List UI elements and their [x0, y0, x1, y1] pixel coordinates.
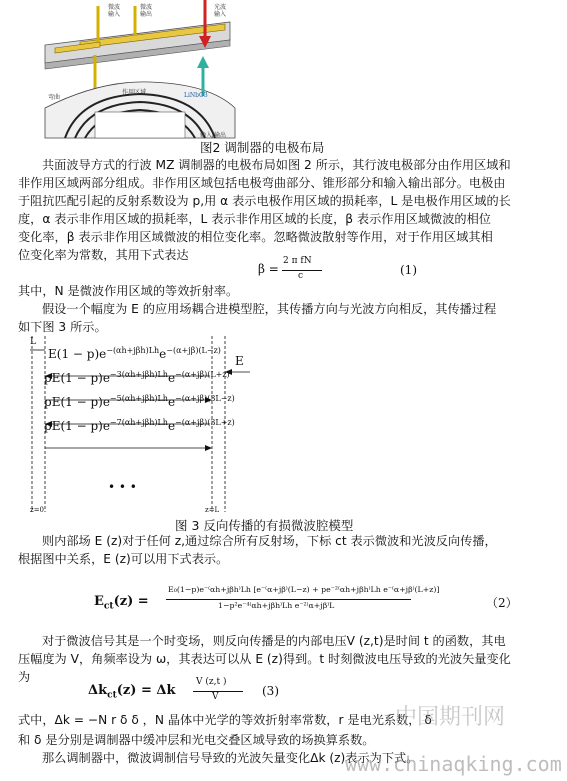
para-5-line-1: 对于微波信号其是一个时变场，则反向传播是的内部电压V (z,t)是时间 t 的函数，其电: [42, 634, 506, 648]
fig3-term-2-exp: −3(αh+jβh)Lh: [109, 370, 168, 379]
fig3-term-3-a: p: [44, 395, 52, 409]
fig3-term-1-b: (1 − p)e: [56, 347, 107, 361]
fig2-label-action: 作用区域: [122, 89, 147, 96]
eq2-fraction-bar: [166, 599, 411, 600]
eq2-denominator: 1−p²e⁻⁴⁽αh+jβh⁾Lh e⁻²⁽α+jβ⁾L: [218, 601, 335, 610]
para-5-line-2: 压幅度为 V，角频率设为 ω，其表达可以从 E (z)得到。t 时刻微波电压导致的光波矢量变化: [18, 652, 511, 666]
eq1-denominator: c: [298, 271, 304, 281]
para-4-line-2: 根据图中关系，E (z)可以用下式表示。: [18, 552, 229, 566]
teal-output-arrow: [196, 56, 210, 96]
fig2-label-bend: 弯曲: [48, 94, 61, 101]
fig3-term-1: [48, 346, 221, 361]
para-3-line-1: 假设一个幅度为 E 的应用场耦合进模型腔，其传播方向与光波方向相反，其传播过程: [42, 302, 497, 316]
para-1-line-6: 位变化率为常数，其用下式表达: [18, 248, 189, 262]
fig2-label-left: 微波 输入: [108, 4, 121, 18]
para-1-line-4: 度，α 表示非作用区域的损耗率，L 表示非作用区域的长度，β 表示作用区域微波的相位: [18, 212, 491, 226]
para-6-line-1-b: N r δ δ ，N 晶体中光学的等效折射率常数，r 是电光系数， δ: [98, 713, 432, 727]
eq3-lhs-dk: Δk: [88, 683, 108, 698]
fig3-e0-label: E: [235, 354, 244, 368]
fig3-term-4-b: E: [51, 419, 61, 433]
watermark-domain: www.chinaqking.com: [345, 752, 562, 776]
eq3-number: (3): [262, 684, 279, 698]
fig3-top-label: L: [30, 337, 36, 347]
eq1-number: (1): [400, 263, 417, 277]
fig3-term-3: [44, 394, 235, 409]
fig3-term-1-c: e: [159, 347, 167, 361]
watermark-brand: 中国期刊网: [395, 705, 506, 730]
fig3-term-4-exp2: −(α+jβ)(3L+z): [175, 418, 235, 427]
fig3-term-3-exp: −5(αh+jβh)Lh: [109, 394, 168, 403]
fig2-label-mid: 微波 输出: [140, 4, 153, 18]
para-1-line-1: 共面波导方式的行波 MZ 调制器的电极布局如图 2 所示，其行波电极部分由作用区域和: [42, 158, 511, 172]
fig3-term-3-c: (1 − p)e: [60, 395, 110, 409]
eq3-lhs-sub: ct: [107, 690, 117, 701]
fig3-term-3-d: e: [167, 395, 176, 409]
eq2-lhs-z: (z) =: [113, 594, 149, 609]
eq1-lhs: β =: [258, 262, 279, 276]
para-7: 那么调制器中，微波调制信号导致的光波矢量变化Δk (z)表示为下式。: [42, 751, 419, 765]
fig2-label-io: 输入/输出: [200, 132, 227, 139]
eq1-numerator: 2 π fN: [283, 256, 312, 266]
para-1-line-3: 于阻抗匹配引起的反射系数设为 p,用 α 表示电极作用区域的损耗率，L 是电极作用区域的长: [18, 194, 511, 208]
fig3-term-4-a: p: [44, 419, 52, 433]
para-3-line-2: 如下图 3 所示。: [18, 320, 107, 334]
fig3-term-3-exp2: −(α+jβ)(3L−z): [175, 394, 235, 403]
fig3-term-3-b: E: [51, 395, 61, 409]
para-1-line-2: 非作用区域两部分组成。非作用区域包括电极弯曲部分、锥形部分和输入输出部分。电极由: [18, 176, 506, 190]
fig3-term-2-exp2: −(α+jβ)(L+z): [175, 370, 230, 379]
para-2: 其中，N 是微波作用区域的等效折射率。: [18, 284, 239, 298]
fig3-term-1-a: E: [48, 347, 57, 361]
fig3-z0: z=0: [30, 506, 45, 514]
para-6-line-2: 和 δ 是分别是调制器中缓冲层和光电交叠区域导致的场换算系数。: [18, 733, 375, 747]
fig3-term-2-c: e: [167, 371, 176, 385]
eq3-numerator: V (z,t ): [196, 677, 227, 687]
para-6-line-1: [18, 711, 432, 729]
eq2-lhs: [94, 594, 149, 612]
fig3-term-4-d: e: [167, 419, 176, 433]
fig3-term-4-exp: −7(αh+jβh)Lh: [109, 418, 168, 427]
eq3-denominator: V: [212, 692, 219, 702]
eq2-number: （2）: [486, 596, 518, 610]
fig3-zl: z=L: [205, 506, 220, 514]
fig3-term-4-c: (1 − p)e: [60, 419, 110, 433]
figure-3-caption: 图 3 反向传播的有损微波腔模型: [175, 518, 354, 533]
fig3-term-2-a: pE: [44, 371, 61, 385]
eq3-lhs: [88, 683, 175, 701]
eq3-lhs-mid: (z) = Δk: [116, 683, 176, 698]
fig2-label-right: 光波 输入: [214, 4, 227, 18]
para-5-line-3: 为: [18, 670, 31, 684]
para-6-line-1-a: 式中，Δk = −: [18, 713, 99, 727]
fig3-dots: • • •: [108, 480, 137, 494]
figure-2-caption: 图2 调制器的电极布局: [200, 140, 325, 155]
fig3-term-2: [44, 370, 230, 385]
eq2-lhs-sub: ct: [103, 601, 114, 612]
para-1-line-5: 变化率，β 表示非作用区域微波的相位变化率。忽略微波散射等作用，对于作用区域其相: [18, 230, 493, 244]
para-4-line-1: 则内部场 E (z)对于任何 z,通过综合所有反射场，下标 ct 表示微波和光波反向传播，: [42, 534, 497, 548]
fig2-label-ln: LiNbO3: [184, 92, 208, 99]
red-input-arrow: [197, 0, 213, 50]
fig3-term-1-exp: −(αh+jβh)Lh: [106, 346, 160, 355]
fig3-term-2-b: (1 − p)e: [60, 371, 110, 385]
fig3-term-4: [44, 418, 235, 433]
eq2-lhs-e: E: [94, 594, 104, 609]
eq2-numerator: E₀(1−p)e⁻⁽αh+jβh⁾Lh [e⁻⁽α+jβ⁾(L−z) + pe⁻²⁽αh+jβh⁾Lh e⁻⁽α+jβ⁾(L+z)]: [168, 585, 440, 594]
fig3-term-1-exp2: −(α+jβ)(L−z): [166, 346, 221, 355]
